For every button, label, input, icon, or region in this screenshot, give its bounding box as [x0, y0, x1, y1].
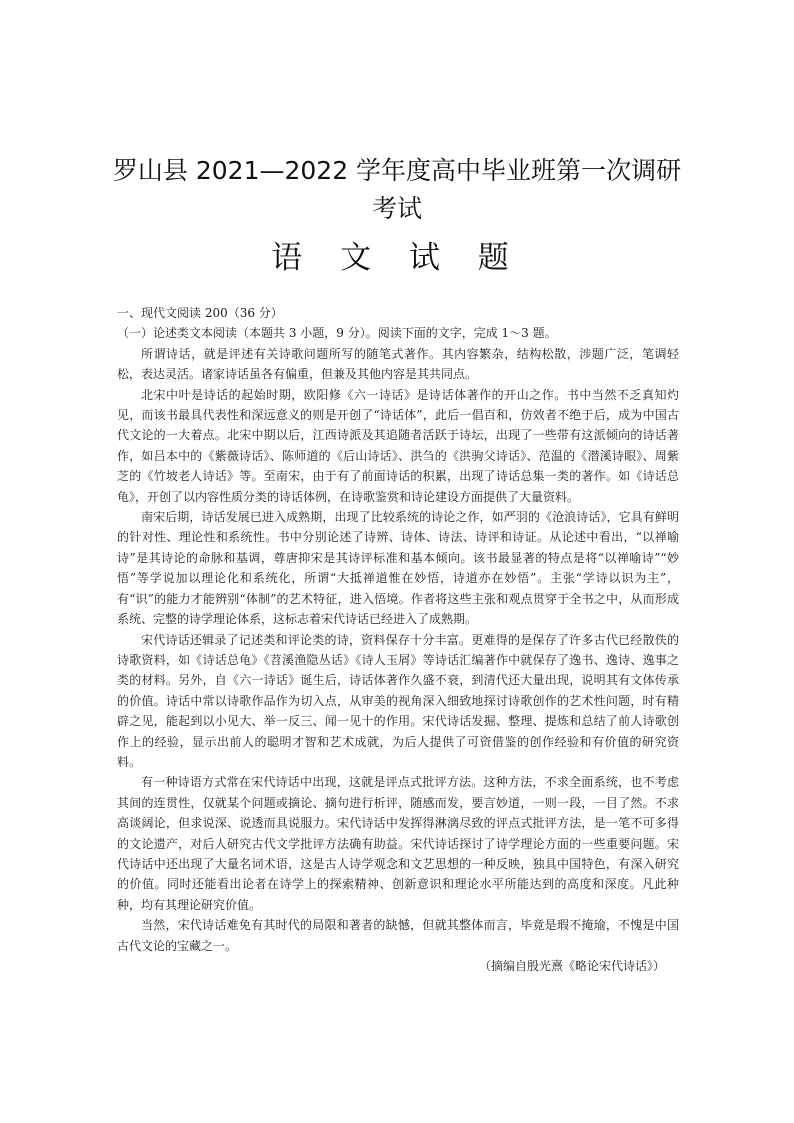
section-heading: 一、现代文阅读 200（36 分） — [117, 306, 283, 320]
subsection-heading: （一）论述类文本阅读（本题共 3 小题，9 分）。阅读下面的文字，完成 1～3 题。 — [117, 326, 557, 341]
paragraph: 北宋中叶是诗话的起始时期，欧阳修《六一诗话》是诗话体著作的开山之作。书中当然不乏真知灼见，而该书最具代表性和深远意义的则是开创了“诗话体”，此后一倡百和，仿效者不绝于后，成为中国古代文论的一大着点。北宋中期以后，江西诗派及其追随者活跃于诗坛，出现了一些带有这派倾向的诗话著作，如吕本中的《紫薇诗话》、陈师道的《后山诗话》、洪刍的《洪驹父诗话》、范温的《潜溪诗眼》、周紫芝的《竹坡老人诗话》等。至南宋，由于有了前面诗话的积累，出现了诗话总集一类的著作。如《诗话总龟》，开创了以内容性质分类的诗话体例，在诗歌鉴赏和诗论建设方面提供了大量资料。 — [117, 387, 679, 504]
paragraph: 有一种诗语方式常在宋代诗话中出现，这就是评点式批评方法。这种方法，不求全面系统，也不考虑其间的连贯性，仅就某个问题或摘论、摘句进行析评，随感而发，要言妙道，一则一段，一目了然。不求高谈阔论，但求说深、说透而具说服力。宋代诗话中发挥得淋漓尽致的评点式批评方法，是一笔不可多得的文论遗产，对后人研究古代文学批评方法确有助益。宋代诗话探讨了诗学理论方面的一些重要问题。宋代诗话中还出现了大量名词术语，这是古人诗学观念和文艺思想的一种反映，独具中国特色，有深入研究的价值。同时还能看出论者在诗学上的探索精神、创新意识和理论水平所能达到的高度和深度。凡此种种，均有其理论研究价值。 — [117, 775, 679, 912]
paragraph: 南宋后期，诗话发展已进入成熟期，出现了比较系统的诗论之作，如严羽的《沧浪诗话》，它具有鲜明的针对性、理论性和系统性。书中分别论述了诗辨、诗体、诗法、诗评和诗证。从论述中看出，“以禅喻诗”是其诗论的命脉和基调，尊唐抑宋是其诗评标准和基本倾向。该书最显著的特点是将“以禅喻诗”“妙悟”等学说加以理论化和系统化，所谓“大抵禅道惟在妙悟，诗道亦在妙悟”。主张“学诗以识为主”，有“识”的能力才能辨别“体制”的艺术特征，进入悟境。作者将这些主张和观点贯穿于全书之中，从而形成系统、完整的诗学理论体系，这标志着宋代诗话已经进入了成熟期。 — [117, 510, 679, 627]
paragraph: 当然，宋代诗话难免有其时代的局限和著者的缺憾，但就其整体而言，毕竟是瑕不掩瑜，不愧是中国古代文论的宝藏之一。 — [117, 918, 679, 953]
paragraph: 宋代诗话还辑录了记述类和评论类的诗，资料保存十分丰富。更难得的是保存了许多古代已经散佚的诗歌资料，如《诗话总龟》《苕溪渔隐丛话》《诗人玉屑》等诗话汇编著作中就保存了逸书、逸诗、逸事之类的材料。另外，自《六一诗话》诞生后，诗话体著作久盛不衰，到清代还大量出现，说明其有文体传承的价值。诗话中常以诗歌作品作为切入点，从审美的视角深入细致地探讨诗歌创作的艺术性问题，时有精辟之见，能起到以小见大、举一反三、闻一见十的作用。宋代诗话发掘、整理、提炼和总结了前人诗歌创作上的经验，显示出前人的聪明才智和艺术成就，为后人提供了可资借鉴的创作经验和有价值的研究资料。 — [117, 632, 679, 769]
paragraph: 所谓诗话，就是评述有关诗歌问题所写的随笔式著作。其内容繁杂，结构松散，涉题广泛，笔调轻松，表达灵活。诸家诗话虽各有偏重，但兼及其他内容是其共同点。 — [117, 346, 679, 382]
subject-title: 语 文 试 题 — [271, 240, 523, 276]
exam-title: 罗山县 2021—2022 学年度高中毕业班第一次调研考试 — [112, 156, 682, 223]
reading-passage — [117, 303, 679, 976]
source-citation: （摘编自殷光熹《略论宋代诗话》） — [478, 959, 665, 973]
